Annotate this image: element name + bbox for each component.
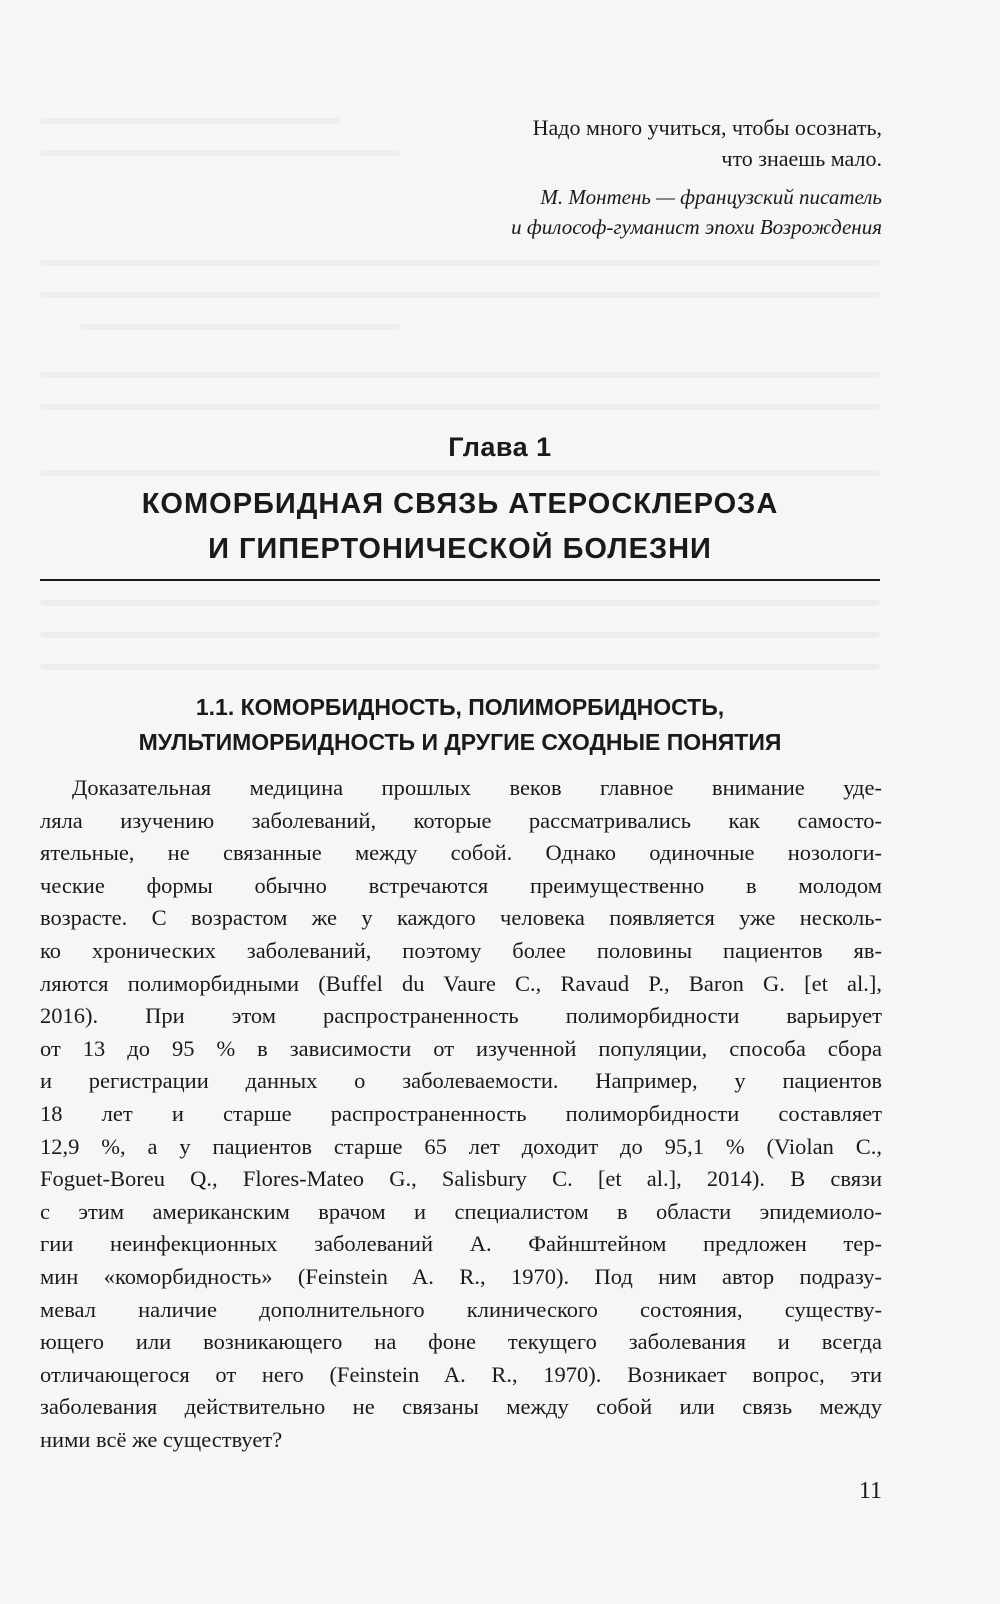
body-line: от 13 до 95 % в зависимости от изученной популяции, способа сбора xyxy=(40,1035,882,1061)
body-line: и регистрации данных о заболеваемости. Например, у пациентов xyxy=(40,1068,882,1094)
body-line: ляла изучению заболеваний, которые рассматривались как самосто- xyxy=(40,807,882,833)
body-line: 18 лет и старше распространенность полиморбидности составляет xyxy=(40,1100,882,1126)
body-line: ющего или возникающего на фоне текущего заболевания и всегда xyxy=(40,1329,882,1355)
epigraph-author: М. Монтень — французский писатель и философ-гуманист эпохи Возрождения xyxy=(511,185,882,239)
body-line: с этим американским врачом и специалистом в области эпидемиоло- xyxy=(40,1198,882,1224)
body-line: отличающегося от него (Feinstein A. R., 1970). Возникает вопрос, эти xyxy=(40,1361,882,1387)
body-line: гии неинфекционных заболеваний А. Файнштейном предложен тер- xyxy=(40,1231,882,1257)
section-title: 1.1. КОМОРБИДНОСТЬ, ПОЛИМОРБИДНОСТЬ, МУЛЬТИМОРБИДНОСТЬ И ДРУГИЕ СХОДНЫЕ ПОНЯТИЯ xyxy=(138,694,782,755)
body-line: мевал наличие дополнительного клинического состояния, существу- xyxy=(40,1296,882,1322)
chapter-divider xyxy=(40,579,880,581)
body-line: Доказательная медицина прошлых веков главное внимание уде- xyxy=(72,775,882,800)
body-line: ляются полиморбидными (Buffel du Vaure C., Ravaud P., Baron G. [et al.], xyxy=(40,970,882,996)
body-line: 12,9 %, а у пациентов старше 65 лет доходит до 95,1 % (Violan C., xyxy=(40,1133,882,1159)
body-line: возрасте. С возрастом же у каждого человека появляется уже несколь- xyxy=(40,905,882,931)
bleed-through-mark xyxy=(40,372,880,378)
bleed-through-mark xyxy=(80,324,400,330)
epigraph-quote: Надо много учиться, чтобы осознать, что знаешь мало. xyxy=(532,115,882,171)
body-line: ко хронических заболеваний, поэтому более половины пациентов яв- xyxy=(40,937,882,963)
body-line: заболевания действительно не связаны между собой или связь между xyxy=(40,1394,882,1420)
epigraph xyxy=(322,112,882,242)
bleed-through-mark xyxy=(40,260,880,266)
body-line: 2016). При этом распространенность полиморбидности варьирует xyxy=(40,1003,882,1029)
body-line: мин «коморбидность» (Feinstein A. R., 1970). Под ним автор подразу- xyxy=(40,1263,882,1289)
body-line: ними всё же существует? xyxy=(40,1426,283,1452)
bleed-through-mark xyxy=(40,632,880,638)
bleed-through-mark xyxy=(40,292,880,298)
bleed-through-mark xyxy=(40,404,880,410)
chapter-label: Глава 1 xyxy=(448,432,552,462)
bleed-through-mark xyxy=(40,664,880,670)
chapter-title: КОМОРБИДНАЯ СВЯЗЬ АТЕРОСКЛЕРОЗА И ГИПЕРТОНИЧЕСКОЙ БОЛЕЗНИ xyxy=(141,488,779,565)
bleed-through-mark xyxy=(40,118,340,124)
bleed-through-mark xyxy=(40,600,880,606)
bleed-through-mark xyxy=(40,470,880,476)
page-number: 11 xyxy=(858,1478,882,1504)
body-line: Foguet-Boreu Q., Flores-Mateo G., Salisbury C. [et al.], 2014). В связи xyxy=(40,1166,882,1192)
body-paragraph xyxy=(40,772,882,1456)
body-line: ческие формы обычно встречаются преимущественно в молодом xyxy=(40,872,882,898)
body-line: ятельные, не связанные между собой. Однако одиночные нозологи- xyxy=(40,840,882,866)
